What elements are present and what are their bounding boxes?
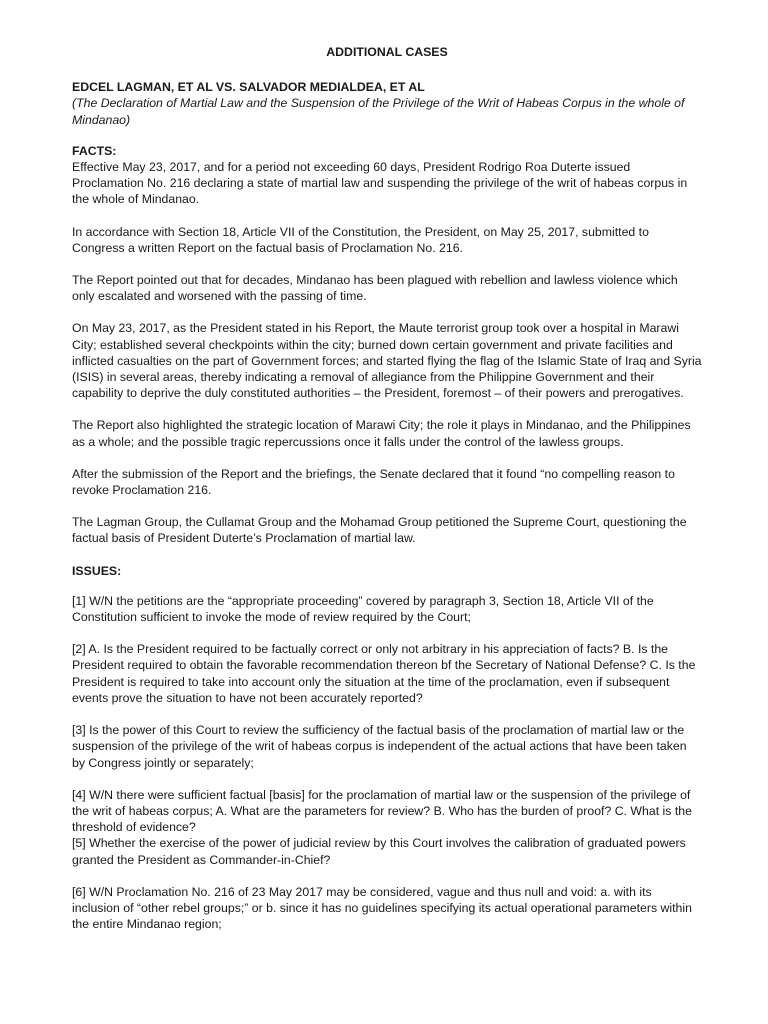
facts-heading: FACTS: — [72, 143, 117, 158]
facts-paragraph: Effective May 23, 2017, and for a period not exceeding 60 days, President Rodrigo Roa Duterte issued Proclamation No. 216 declaring a state of martial law and suspending the privilege of the writ of habeas corpus in the whole of Mindanao. — [72, 160, 688, 207]
issue-item: [1] W/N the petitions are the “appropriate proceeding” covered by paragraph 3, Section 18, Article VII of the Constitution sufficient to invoke the mode of review required by the Court; — [72, 593, 654, 625]
issue-item: [5] Whether the exercise of the power of judicial review by this Court involves the calibration of graduated powers granted the President as Commander-in-Chief? — [72, 836, 686, 867]
facts-paragraph: The Report pointed out that for decades, Mindanao has been plagued with rebellion and lawless violence which only escalated and worsened with the passing of time. — [72, 273, 678, 304]
facts-paragraph: On May 23, 2017, as the President stated in his Report, the Maute terrorist group took over a hospital in Marawi City; established several checkpoints within the city; burned down certain government and private facilities and inflicted casualties on the part of Government forces; and started flying the flag of the Islamic State of Iraq and Syria (ISIS) in several areas, thereby indicating a removal of allegiance from the Philippine Government and their capability to deprive the duly constituted authorities – the President, foremost – of their powers and prerogatives. — [72, 321, 702, 401]
document-title: ADDITIONAL CASES — [326, 45, 448, 59]
facts-paragraph: The Report also highlighted the strategic location of Marawi City; the role it plays in Mindanao, and the Philippines as a whole; and the possible tragic repercussions once it falls under the control of the lawless groups. — [72, 418, 691, 449]
issues-heading: ISSUES: — [72, 563, 122, 578]
case-subtitle: (The Declaration of Martial Law and the Suspension of the Privilege of the Writ of Habeas Corpus in the whole of Mindanao) — [72, 96, 685, 127]
issue-item: [2] A. Is the President required to be factually correct or only not arbitrary in his appreciation of facts? B. Is the President required to obtain the favorable recommendation thereon bf the Secretary of National Defense? C. Is the President is required to take into account only the situation at the time of the proclamation, even if subsequent events prove the situation to have not been accurately reported? — [72, 642, 696, 705]
issue-item: [4] W/N there were sufficient factual [basis] for the proclamation of martial law or the suspension of the privilege of the writ of habeas corpus; A. What are the parameters for review? B. Who has the burden of proof? C. What is the threshold of evidence? — [72, 787, 692, 835]
case-title: EDCEL LAGMAN, ET AL VS. SALVADOR MEDIALDEA, ET AL — [72, 80, 425, 95]
facts-paragraph: After the submission of the Report and the briefings, the Senate declared that it found “no compelling reason to revoke Proclamation 216. — [72, 466, 675, 498]
issue-item: [6] W/N Proclamation No. 216 of 23 May 2017 may be considered, vague and thus null and void: a. with its inclusion of “other rebel groups;” or b. since it has no guidelines specifying its actual operational parameters within the entire Mindanao region; — [72, 884, 692, 932]
issue-item: [3] Is the power of this Court to review the sufficiency of the factual basis of the proclamation of martial law or the suspension of the privilege of the writ of habeas corpus is independent of the actual actions that have been taken by Congress jointly or separately; — [72, 723, 687, 770]
facts-paragraph: The Lagman Group, the Cullamat Group and the Mohamad Group petitioned the Supreme Court, questioning the factual basis of President Duterte’s Proclamation of martial law. — [72, 515, 687, 546]
facts-paragraph: In accordance with Section 18, Article VII of the Constitution, the President, on May 25, 2017, submitted to Congress a written Report on the factual basis of Proclamation No. 216. — [72, 224, 649, 255]
